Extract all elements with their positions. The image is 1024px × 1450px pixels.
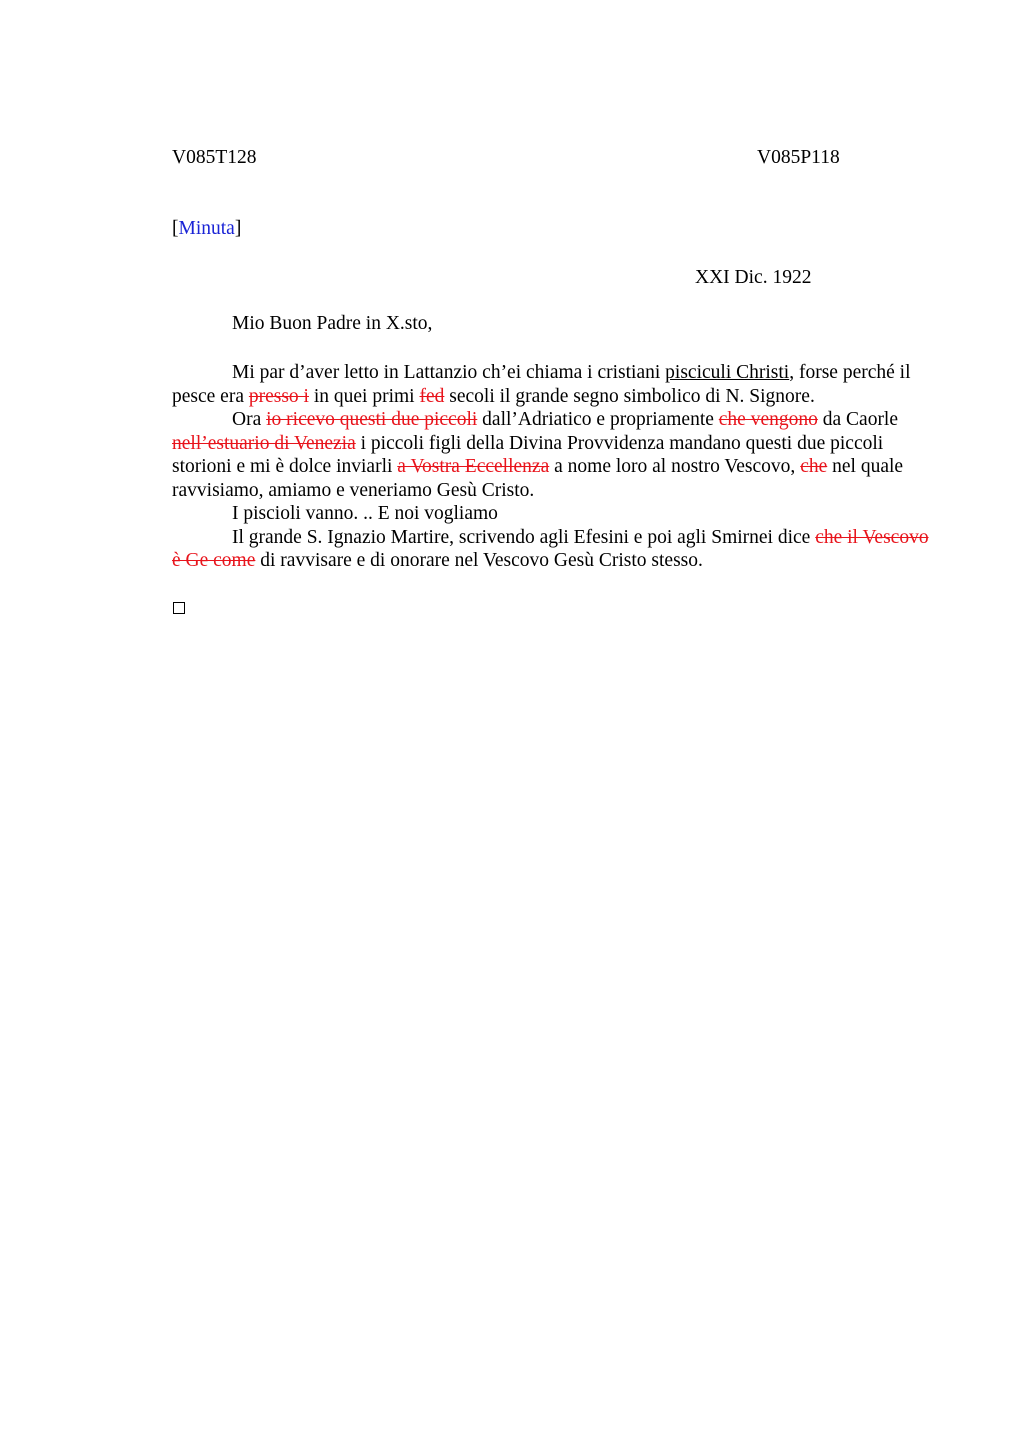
p2-text-5: a nome loro al nostro Vescovo, bbox=[549, 456, 801, 477]
p2-text-4: i piccoli figli della Divina Provvidenza mandano questi due piccoli storioni e mi è dolce inviarli bbox=[172, 432, 884, 477]
paragraph-3 bbox=[172, 502, 932, 526]
salutation: Mio Buon Padre in X.sto, bbox=[232, 313, 433, 334]
p2-text-6: nel quale ravvisiamo, amiamo e veneriamo Gesù Cristo. bbox=[172, 456, 904, 501]
paragraph-2 bbox=[172, 408, 932, 502]
minuta-close-bracket: ] bbox=[234, 218, 242, 239]
p1-text-3: in quei primi bbox=[308, 385, 420, 407]
letter-date: XXI Dic. 1922 bbox=[695, 267, 812, 288]
p2-text-2: dall’Adriatico e propriamente bbox=[477, 409, 719, 430]
document-ref-right: V085P118 bbox=[757, 147, 840, 168]
minuta-word: Minuta bbox=[178, 218, 235, 239]
p2-text-3: da Caorle bbox=[817, 409, 899, 430]
minuta-open-bracket: [ bbox=[172, 218, 179, 239]
document-ref-left: V085T128 bbox=[172, 147, 257, 168]
p4-text-2: di ravvisare e di onorare nel Vescovo Gesù Cristo stesso. bbox=[255, 550, 703, 571]
p2-deletion-1: io ricevo questi due piccoli bbox=[266, 409, 478, 430]
p1-text-4: secoli il grande segno simbolico di N. Signore. bbox=[444, 385, 815, 407]
p1-deletion-1: presso i bbox=[248, 385, 309, 407]
end-of-document-box bbox=[173, 602, 185, 614]
p2-deletion-5: che bbox=[800, 456, 828, 477]
p2-deletion-4: a Vostra Eccellenza bbox=[397, 456, 550, 477]
paragraph-1 bbox=[172, 361, 932, 408]
p1-text-1: Mi par d’aver letto in Lattanzio ch’ei chiama i cristiani bbox=[232, 362, 666, 383]
p2-deletion-2: che vengono bbox=[718, 409, 818, 430]
p4-deletion-1: che il Vescovo è Ge come bbox=[172, 526, 929, 571]
p1-underlined: pisciculi Christi bbox=[665, 362, 790, 383]
p3-text-1: I piscioli vanno. .. E noi vogliamo bbox=[232, 503, 498, 524]
p2-deletion-3: nell’estuario di Venezia bbox=[172, 432, 356, 454]
p1-deletion-2: fed bbox=[419, 385, 445, 407]
paragraph-4 bbox=[172, 526, 932, 573]
minuta-label bbox=[172, 218, 241, 240]
p4-text-1: Il grande S. Ignazio Martire, scrivendo agli Efesini e poi agli Smirnei dice bbox=[232, 526, 816, 548]
p1-text-2: , forse perché il pesce era bbox=[172, 362, 911, 407]
p2-text-1: Ora bbox=[232, 409, 267, 430]
letter-body bbox=[172, 361, 932, 573]
